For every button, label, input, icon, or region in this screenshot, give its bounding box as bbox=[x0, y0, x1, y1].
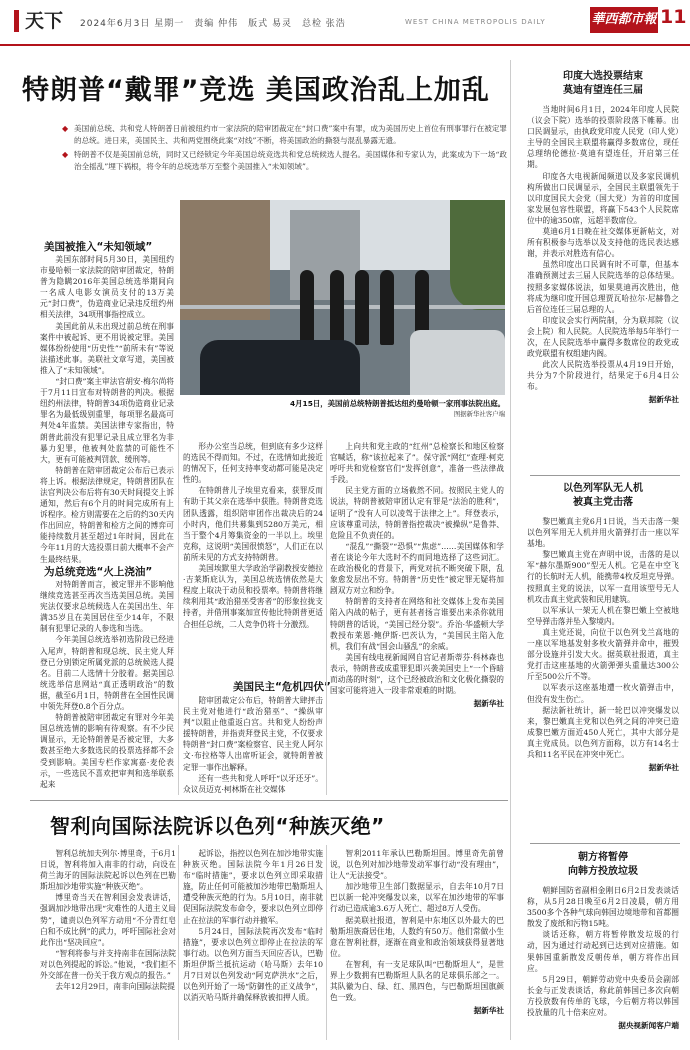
article-byline: 据央视新闻客户端 bbox=[618, 1021, 679, 1031]
sidebar-story-dprk: 朝鲜国防省副相金刚日6月2日发表谈话称，从5月28日晚至6月2日凌晨，朝方用3500多个各种气球向韩国边境地带和首都圈散发了废纸和污物15吨。 谈话还称，朝方将暂停散发垃圾的行动，因为通过行动起到已达到对应措施。如果韩国重新散发反朝传单，朝方将作出回应。 5月29日，朝鲜劳动党中央委员会副部长金与正发表谈话，称此前韩国已多次向朝方投放数有传单的飞球，今后朝方将以韩国投放量的几十倍来应对。 据央视新闻客户端 bbox=[527, 886, 679, 1031]
sidebar-divider bbox=[530, 843, 680, 844]
story-divider bbox=[30, 800, 508, 801]
subhead-fuel-on-fire: 为总统竞选“火上浇油” bbox=[44, 566, 153, 578]
lead-paragraph: ◆ 特朗普不仅是美国前总统，同时又已经锁定今年美国总统竞选共和党总统候选人提名。美国媒体和专家认为，此案成为下一场“政治全摇乱”埋下祸根，将令年的总统选举万至整个美国推入“未知领域”。 bbox=[62, 150, 507, 171]
article-column: 智利2011年承认巴勒斯坦国。博里奇先前曾说，以色列对加沙地带发动军事行动“没有理由”，让人“无法接受”。 加沙地带卫生部门数据显示，自去年10月7日巴以新一轮冲突爆发以来，以军在加沙地带的军事行动已造成逾3.6万人死亡、超过8万人受伤。 据美联社报道，智利是中东地区以外最大的巴勒斯坦族裔居住地，人数约有50万。他们常做小生意在智利社群，逐渐在商业和政治领域获得显著地位。 在智利，有一支足球队叫“巴勒斯坦人”，是世界上少数拥有巴勒斯坦人队名的足球俱乐部之一。其队徽为白、绿、红、黑四色，与巴勒斯坦国旗颜色一致。 据新华社 bbox=[330, 849, 504, 1016]
news-photo bbox=[180, 200, 505, 395]
paper-english-name: WEST CHINA METROPOLIS DAILY bbox=[405, 18, 546, 26]
section-label: 天下 bbox=[14, 10, 63, 32]
column-divider bbox=[178, 440, 179, 795]
sidebar-story-india: 当地时间6月1日，2024年印度人民院（议会下院）选举的投票阶段落下帷幕。出口民调显示，由执政党印度人民党（印人党）主导的全国民主联盟将赢得多数席位，现任总理纳伦德拉·莫迪有望连任，开启第三任期。 印度各大电视新闻频道以及多家民调机构所做出口民调显示，全国民主联盟领先于以印度国民大会党（国大党）为首的印度国家发展包容性联盟，将赢下543个人民院席位中的逾350席，远超半数席位。 莫迪6月1日晚在社交媒体更新帖文，对所有积极参与选举以及支持他的选民表达感谢，并表示对胜选有信心。 虽然印度出口民调有时不可靠，但基本准确预测过去三届人民院选举的总体结果。按照多家媒体说法，如果莫迪再次胜出，他将成为继印度开国总理贾瓦哈拉尔·尼赫鲁之后首位连任三届总理的人。 印度议会实行两院制，分为联邦院（议会上院）和人民院。人民院选举每5年举行一次，在人民院选举中赢得多数席位的政党或政党联盟有权组建内阁。 此次人民院选举投票从4月19日开始，共分为7个阶段进行，结果定于6月4日公布。 据新华社 bbox=[527, 105, 679, 405]
photo-credit: 图据新华社客户端 bbox=[453, 410, 505, 418]
lead-paragraph: ◆ 美国前总统、共和党人特朗普日前被纽约市一家法院的陪审团裁定在“封口费”案中有罪，成为美国历史上首位有刑事罪行在被定罪的总统。进日来，美国民主、共和两党围绕此案“对线”不断，将美国政治的撕裂与混乱暴露无遗。 bbox=[62, 124, 508, 145]
diamond-bullet-icon: ◆ bbox=[62, 124, 69, 133]
issue-info: 2024年6月3日 星期一 责编 仲伟 版式 易灵 总检 张浩 bbox=[80, 19, 346, 29]
article-column: 对特朗普而言，被定罪并不影响他继续竞选甚至再次当选美国总统。美国宪法仅要求总统候选人在美国出生、年满35岁且在美国居住至少14年，不限制有犯罪记录的人参选和当选。 今年美国总统选举初选阶段已经进入尾声，特朗普和现总统、民主党人拜登已分别锁定所属党派的总统候选人提名。目前二人选情十分胶着。据美国总统选举信息网站“真正透明政治”的数据，截至6月1日，特朗普在全国性民调中领先拜登0.8个百分点。 特朗普被陪审团裁定有罪对今年美国总统选情的影响有待观察。有不少民调显示，无论特朗普是否被定罪，大多数甚至绝大多数选民的投票选择都不会受到影响。美国专栏作家寓嘉·麦伦表示，一些选民不喜欢把审判和选举联系起来 bbox=[40, 580, 174, 789]
subhead-democracy-crisis: 美国民主“危机四伏” bbox=[233, 681, 331, 693]
article-byline: 据新华社 bbox=[648, 763, 679, 773]
main-headline: 特朗普“戴罪”竞选 美国政治乱上加乱 bbox=[22, 75, 490, 106]
article-byline: 据新华社 bbox=[473, 699, 504, 709]
diamond-bullet-icon: ◆ bbox=[62, 150, 69, 159]
sidebar-headline-israel-drone: 以色列军队无人机 被真主党击落 bbox=[563, 483, 643, 508]
column-divider bbox=[510, 60, 511, 1040]
sidebar-headline-india: 印度大选投票结束 莫迪有望连任三届 bbox=[563, 71, 643, 96]
article-byline: 据新华社 bbox=[648, 395, 679, 405]
article-column: 形办公室当总统，但到底有多少这样的选民不得而知。不过，在选情如此接近的情况下，任何支持率变动都可能是决定性的。 在特朗普儿子埃里克看来，获罪反而有助于其父亲在选举中获胜。特朗普竞选团队透露，组织陪审团作出裁决后的24小时内，他们共募集到5280万美元，相当于整个4月筹集资金的一半以上。埃里克称，这说明“美国很愤怒”，人们正在以前所未见的方式支持特朗普。 美国埃默里大学政治学副教授安德拉·吉莱斯庇认为，美国总统选情依然是大程度上取决于动员和投票率。特朗普将继续利用其“政治猎巫受害者”的形象拉拢支持者，并借刑事案加宣传他比特朗普更适合担任总统，二人竞争仍将十分激烈。 bbox=[183, 442, 323, 629]
column-divider bbox=[326, 845, 327, 1040]
sidebar-headline-dprk: 朝方将暂停 向韩方投放垃圾 bbox=[568, 852, 638, 877]
lead-summary bbox=[62, 123, 507, 175]
sidebar-story-israel-drone: 黎巴嫩真主党6月1日说，当天击落一架以色列军用无人机并用火箭弹打击一座以军基地。 黎巴嫩真主党在声明中说，击落的是以军“赫尔墨斯900”型无人机。它是在中空飞行的长航时无人机，能携带4枚反坦克导弹。按照真主党的说法，以军一直用该型号无人机攻击真主党武装和民用建筑。 以军承认一架无人机在黎巴嫩上空被地空导弹击落并坠入黎境内。 真主党还说，向位于以色列戈兰高地的一座以军地基发射多枚火箭弹并命中，摧毁部分设施并引发大火。据英联社报道，真主党打击这座基地的火箭弹弹头重量达300公斤至500公斤不等。 以军表示这座基地遭一枚火箭弹击中，但没有发生伤亡。 据法新社统计，新一轮巴以冲突爆发以来，黎巴嫩真主党和以色列之间的冲突已造成黎巴嫩方面近450人死亡，其中大部分是真主党成员。以色列方面称，以方有14名士兵和11名平民在冲突中死亡。 据新华社 bbox=[527, 517, 679, 773]
photo-caption: 4月15日，美国前总统特朗普抵达纽约曼哈顿一家刑事法院出庭。 bbox=[290, 399, 505, 408]
article-byline: 据新华社 bbox=[473, 1006, 504, 1016]
subhead-unknown-territory: 美国被推入“未知领域” bbox=[44, 241, 153, 253]
sidebar-divider bbox=[530, 475, 680, 476]
page-number: 11 bbox=[660, 6, 687, 28]
article-column: 起诉讼，指控以色列在加沙地带实施种族灭绝。国际法院今年1月26日发布“临时措施”，要求以色列立即采取措施，防止任何可能被加沙地带巴勒斯坦人遭受种族灭绝的行为。5月10日，南非就促国际法院发布命令，要求以色列立即停止在拉法的军事行动并撤军。 5月24日，国际法院再次发布“临时措施”，要求以色列立即停止在拉法的军事行动。以色列方面当天回应否认，巴勒斯坦伊斯兰抵抗运动（哈马斯）去年10月7日对以色列发动“阿克萨洪水”之后，以色列开始了一场“防御性的正义战争”，以消灭哈马斯并确保释放被扣押人质。 bbox=[183, 849, 323, 1003]
article-column: 美国东部时间5月30日，美国纽约市曼哈顿一家法院的陪审团裁定，特朗普为隐瞒2016年美国总统选举期间向一名成人电影女演员支付的13万美元“封口费”，伪造商业记录违反纽约州相关法律，34项刑事指控成立。 美国此前从未出现过前总统在刑事案件中被起诉、更不用说被定罪。美国媒体纷纷使用“历史性”“前所未有”等说法描述此事。美联社文章写道，美国被推入了“未知领域”。 “封口费”案主审法官胡安·梅尔尚将于7月11日宣布对特朗普的判决。根据纽约州法律，特朗普34项伪造商业记录罪名为最低级别重罪，每项罪名最高可判处4年监禁。美国法律专家指出，特朗普此前没有犯罪记录且成立罪名为非暴力犯罪，他被判处监禁的可能性不大，更有可能被判罚款、缓刑等。 特朗普在陪审团裁定公布后已表示将上诉。根据法律规定，特朗普团队在法官判决公布后将有30天时间提交上诉通知，然后有6个月的时间完成所有上诉程序。检方则需要在之后的约30天内作出回应，特朗普和检方之间的博弈可能持续数月甚至超过1年时间，因此在今年11月的大选投票日前大概率不会产生最终结果。 bbox=[40, 255, 174, 564]
article-column: 陪审团裁定公布后，特朗普大肆抨击民主党对他进行“政治猎巫”、“操纵审判”以阻止他重返白宫。共和党人纷纷声援特朗普，并指责拜登民主党，不仅要求特朗普“封口费”案检察官、民主党人阿尔文·布拉格等人出席听证会，就特朗普被定罪一事作出解释。 还有一些共和党人呼吁“以牙还牙”。众议员迈克·柯林斯在社交媒体 bbox=[183, 696, 323, 794]
article-column: 上向共和党主政的“红州”总检察长和地区检察官喊话，称“该拉起来了”。保守派“网红”查理·柯克呼吁共和党检察官们“发挥创意”，准备一些法律战手段。 民主党方面的立场截然不同。按照民主党人的说法，特朗普被陪审团认定有罪是“法治的胜利”，证明了“没有人可以凌驾于法律之上”。拜登表示，应该尊重司法，特朗普指控裁决“被操纵”是鲁莽、危险且不负责任的。 “混乱”“撕裂”“恐惧”“焦虑”……美国媒体和学者在谈论今年大选时不约而同地选择了这些词汇。在政治极化的背景下，两党对抗不断突破下限，乱象愈发层出不穷。特朗普“历史性”被定罪无疑将加剧双方对立和纷争。 特朗普的支持者在网络和社交媒体上发布美国陷入内战的帖子，更有甚者扬言谁要出来杀你就用特朗普的话说，“美国已经分裂”。乔治·华盛顿大学教授布莱恩·鲍伊斯·巴茨认为，“美国民主陷入危机，我们有战“国会山骚乱”的余威。 美国有线电视新闻网自宫记者斯蒂芬·科林森也表示，特朗普或成重罪犯即兴袭美国史上“一个昏暗而动荡的时刻”，这个已经被政治和文化极化撕裂的国家可能将进入一段非常艰难的时期。 据新华社 bbox=[330, 442, 504, 709]
column-divider bbox=[326, 440, 327, 795]
column-divider bbox=[178, 845, 179, 1040]
second-headline: 智利向国际法院诉以色列“种族灭绝” bbox=[50, 814, 385, 838]
page-header bbox=[0, 0, 690, 46]
article-column: 智利总统加夫列尔·博里奇，于6月1日说，智利将加入南非的行动，向设在荷兰海牙的国际法院起诉以色列在巴勒斯坦加沙地带实施“种族灭绝”。 博里奇当天在智利国会发表讲话，强调加沙地带出现“灾难性的人道主义局势”，谴责以色列军方动用“不分青红皂白和不成比例”的武力，呼吁国际社会对此作出“坚决回应”。 “智利将参与并支持南非在国际法院对以色列提起的诉讼。”他说，“我们拒不外交部在普一份关于我方观点的报告。” 去年12月29日，南非向国际法院提 bbox=[40, 849, 176, 992]
masthead-logo: 華西都市報 bbox=[590, 7, 658, 33]
